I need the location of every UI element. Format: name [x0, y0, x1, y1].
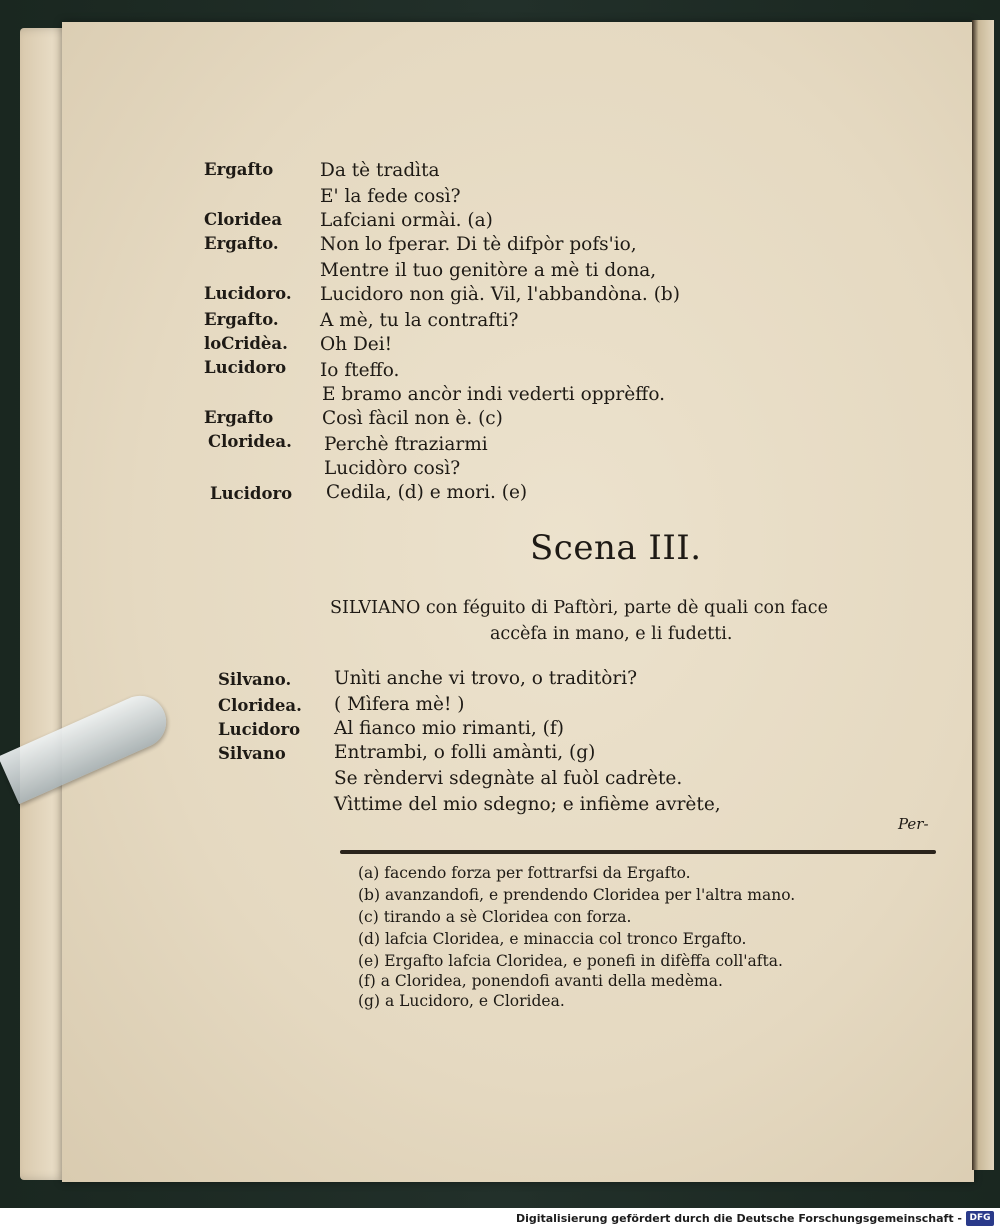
speaker-label: Lucidoro [204, 358, 287, 377]
catchword: Per- [898, 815, 929, 833]
verse-line: Io fteffo. [320, 360, 400, 381]
speaker-label: Ergafto. [204, 234, 279, 253]
verse-line: Cedila, (d) e mori. (e) [326, 482, 528, 503]
speaker-label: Silvano [218, 744, 286, 763]
speaker-label: Cloridea [204, 210, 283, 229]
verse-line: Al fianco mio rimanti, (f) [334, 718, 564, 739]
footnote: (a) facendo forza per fottrarfsi da Ergafto. [358, 864, 691, 882]
speaker-label: Lucidoro. [204, 284, 292, 303]
scene-title: Scena III. [530, 528, 702, 568]
speaker-label: Lucidoro [210, 484, 293, 503]
footnote: (c) tirando a sè Cloridea con forza. [358, 908, 632, 926]
verse-line: Non lo fperar. Di tè difpòr pofs'io, [320, 234, 637, 255]
footnote: (b) avanzandofi, e prendendo Cloridea per l'altra mano. [358, 886, 796, 904]
speaker-label: Cloridea. [208, 432, 292, 451]
verse-line: Vìttime del mio sdegno; e infième avrète, [334, 794, 721, 815]
digitization-credit-bar [0, 1208, 1000, 1230]
footnote-divider [340, 850, 936, 854]
verse-line: E bramo ancòr indi vederti opprèffo. [322, 384, 666, 405]
speaker-label: Ergafto [204, 408, 274, 427]
dfg-logo-icon: DFG [966, 1211, 994, 1226]
speaker-label: Cloridea. [218, 696, 302, 715]
verse-line: Da tè tradìta [320, 160, 440, 181]
speaker-label: Silvano. [218, 670, 292, 689]
verse-line: Mentre il tuo genitòre a mè ti dona, [320, 260, 657, 281]
credit-text: Digitalisierung gefördert durch die Deutsche Forschungsgemeinschaft - [515, 1212, 962, 1225]
verse-line: A mè, tu la contrafti? [320, 310, 519, 331]
verse-line: Entrambi, o folli amànti, (g) [334, 742, 596, 763]
right-page-edge [972, 20, 994, 1170]
verse-line: Lucidòro così? [324, 458, 461, 479]
verse-line: Lafciani ormài. (a) [320, 210, 493, 231]
verse-line: Lucidoro non già. Vil, l'abbandòna. (b) [320, 284, 680, 305]
speaker-label: Ergafto. [204, 310, 279, 329]
verse-line: Unìti anche vi trovo, o traditòri? [334, 668, 638, 689]
verse-line: E' la fede così? [320, 186, 461, 207]
stage-direction-line: accèfa in mano, e li fudetti. [490, 624, 733, 644]
verse-line: Se rèndervi sdegnàte al fuòl cadrète. [334, 768, 683, 789]
footnote: (e) Ergafto lafcia Cloridea, e ponefi in difèffa coll'afta. [358, 952, 783, 970]
footnote: (f) a Cloridea, ponendofi avanti della medèma. [358, 972, 723, 990]
footnote: (g) a Lucidoro, e Cloridea. [358, 992, 565, 1010]
verse-line: Perchè ftraziarmi [324, 434, 488, 455]
speaker-label: Lucidoro [218, 720, 301, 739]
verse-line: Oh Dei! [320, 334, 393, 355]
verse-line: ( Mìfera mè! ) [334, 694, 465, 715]
speaker-label: loCridèa. [204, 334, 288, 353]
speaker-label: Ergafto [204, 160, 274, 179]
footnote: (d) lafcia Cloridea, e minaccia col tronco Ergafto. [358, 930, 747, 948]
stage-direction-line: SILVIANO con féguito di Paftòri, parte dè quali con face [330, 598, 828, 618]
verse-line: Così fàcil non è. (c) [322, 408, 503, 429]
